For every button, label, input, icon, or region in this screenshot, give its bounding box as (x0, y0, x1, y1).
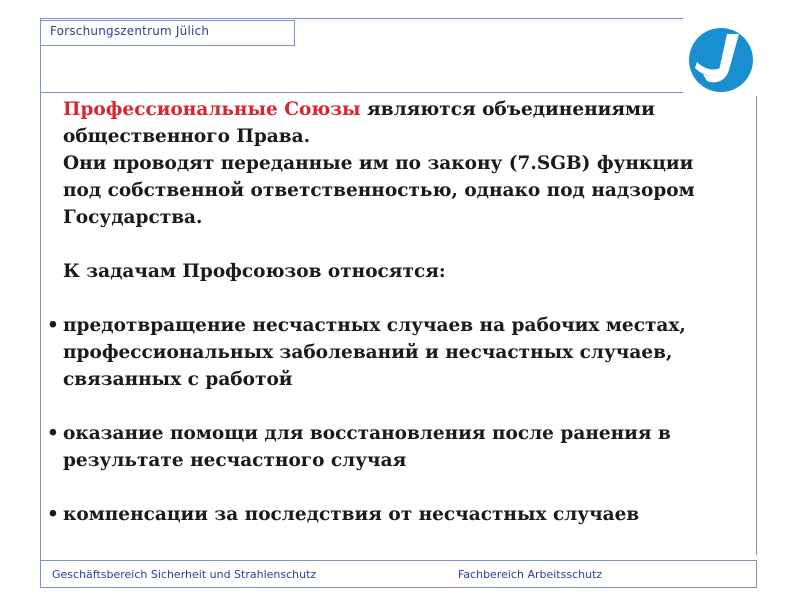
left-frame-rule (40, 18, 41, 588)
logo-graphic (683, 18, 758, 96)
bullet-marker: • (47, 315, 59, 336)
intro-line-5: Государства. (63, 207, 203, 228)
header-title: Forschungszentrum Jülich (50, 24, 210, 38)
footer-right-label: Fachbereich Arbeitsschutz (458, 568, 603, 581)
intro-rest: являются объединениями (360, 99, 655, 120)
slide-content (47, 96, 754, 528)
fz-juelich-logo-icon (683, 18, 758, 96)
tasks-heading: К задачам Профсоюзов относятся: (63, 261, 446, 282)
intro-line-2: общественного Права. (63, 126, 311, 147)
bullet-marker: • (47, 423, 59, 444)
bullet-text (56, 420, 754, 474)
bullet-text (56, 312, 754, 393)
bullet-text (56, 501, 754, 528)
right-frame-rule (756, 95, 757, 555)
bullet-item (47, 312, 754, 393)
bullet-line: предотвращение несчастных случаев на рабочих местах, (63, 315, 686, 336)
intro-line-1 (54, 96, 754, 123)
bullet-line: компенсации за последствия от несчастных случаев (63, 504, 640, 525)
intro-highlight: Профессиональные Союзы (63, 99, 361, 120)
bullet-item (47, 420, 754, 474)
bullet-marker: • (47, 504, 59, 525)
footer-left-label: Geschäftsbereich Sicherheit und Strahlenschutz (52, 568, 317, 581)
bullet-line: результате несчастного случая (63, 450, 407, 471)
bullet-line: связанных с работой (63, 369, 293, 390)
bullet-item (47, 501, 754, 528)
intro-line-3: Они проводят переданные им по закону (7.SGB) функции (63, 153, 694, 174)
bullet-line: оказание помощи для восстановления после ранения в (63, 423, 671, 444)
intro-line-4: под собственной ответственностью, однако под надзором (63, 180, 695, 201)
bullet-line: профессиональных заболеваний и несчастных случаев, (63, 342, 673, 363)
